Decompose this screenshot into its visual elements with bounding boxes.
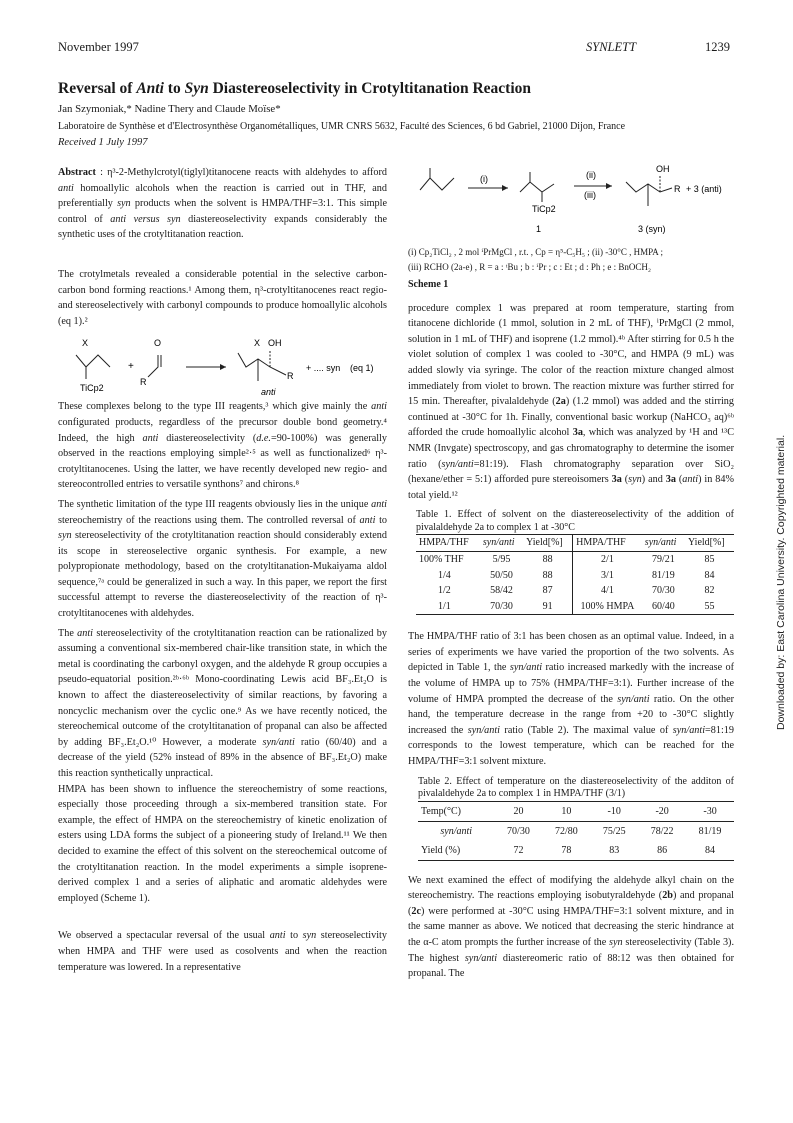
paragraph: These complexes belong to the type III reagents,³ which give mainly the anti configurated products, regardless of the precursor double bond geometry.⁴ Indeed, the high anti diastereoselectivity (d.e.=90-100%) was generally observed in the reactions employing simple²·⁵ as well as functionalized⁶ η³-crotyltitanocenes. Using the latter, we have recently developed new regio- and stereocontrolled entries to versatile synthons⁷ and chirons.⁸ (58, 401, 387, 491)
table-header-cell: syn/anti (644, 537, 677, 549)
table-cell: 1/4 (438, 569, 451, 581)
table-cell: 81/19 (652, 569, 675, 581)
svg-text:TiCp2: TiCp2 (532, 204, 556, 214)
table-row (416, 599, 734, 615)
paragraph: We next examined the effect of modifying the aldehyde alkyl chain on the stereochemistry. The reactions employing isobutyraldehyde (2b) and propanal (2c) were performed at -30°C using HMPA/THF=3:1 solvent mixture, and in the same manner as above. We noticed that decreasing the steric hindrance at the α-C atom prompts the further increase of the syn stereoselectivity (Table 3). The highest syn/anti diastereomeric ratio of 88:12 was then obtained for propanal. The (408, 874, 734, 980)
svg-text:OH: OH (656, 164, 670, 174)
table-cell: 5/95 (492, 553, 511, 565)
table-header-cell: Yield[%] (688, 537, 725, 549)
download-watermark-text: Downloaded by: East Carolina University. Copyrighted material. (775, 434, 787, 730)
scheme-label: Scheme 1 (408, 279, 449, 290)
svg-text:O: O (154, 338, 162, 349)
header-date: November 1997 (58, 40, 139, 54)
svg-text:(eq 1): (eq 1) (350, 363, 374, 374)
table-cell: 70/30 (507, 825, 530, 837)
table-cell: 3/1 (601, 569, 614, 581)
table-2 (418, 776, 734, 861)
svg-text:(iii): (iii) (584, 190, 596, 200)
table-cell: 78/22 (650, 825, 674, 837)
scheme-conditions-2: (iii) RCHO (2a-e) , R = a : ᵗBu ; b : ⁱPr ; c : Et ; d : Ph ; e : BnOCH₂ (408, 261, 651, 272)
table-cell: 2/1 (601, 553, 614, 565)
received-date: Received 1 July 1997 (58, 137, 148, 148)
table-cell: 88 (523, 551, 573, 567)
svg-text:+ .... syn: + .... syn (306, 363, 341, 374)
table-row (418, 821, 734, 841)
table-cell: 83 (609, 844, 620, 856)
header-journal: SYNLETT (586, 40, 637, 54)
table-header-cell: HMPA/THF (419, 537, 469, 549)
table-cell: 1/1 (438, 600, 451, 612)
table-row-label: syn/anti (440, 825, 473, 837)
right-column (408, 160, 734, 982)
abstract: Abstract : η³-2-Methylcrotyl(tiglyl)titanocene reacts with aldehydes to afford anti homoallylic alcohols when the reaction is carried out in THF, and preferentially syn products when the solvent is HMPA/THF=3:1. This simple control of anti versus syn diastereoselectivity expands considerably the synthetic uses of the crotyltitanation reaction. (58, 167, 387, 241)
download-watermark (775, 390, 791, 730)
table-1-caption: Table 1. Effect of solvent on the diastereoselectivity of the addition of pivalaldehyde 2a to complex 1 at -30°C (416, 509, 734, 533)
table-cell: 81/19 (698, 825, 722, 837)
table-cell: 100% THF (419, 553, 464, 565)
table-cell: -30 (703, 805, 717, 817)
scheme-conditions-1: (i) Cp₂TiCl₂ , 2 mol ⁱPrMgCl , r.t. , Cp = η⁵-C₅H₅ ; (ii) -30°C , HMPA ; (408, 247, 664, 257)
table-cell: 100% HMPA (580, 600, 635, 612)
table-cell: 85 (704, 553, 715, 565)
table-cell: 84 (705, 844, 716, 856)
table-1-grid (416, 534, 734, 615)
table-header-cell: syn/anti (482, 537, 515, 549)
svg-text:OH: OH (268, 338, 282, 349)
svg-text:1: 1 (536, 224, 542, 234)
svg-text:anti: anti (261, 387, 276, 398)
table-cell: 82 (704, 585, 715, 597)
paragraph: The synthetic limitation of the type III reagents obviously lies in the unique anti stereochemistry of the reactions using them. The controlled reversal of anti to syn stereoselectivity of the crotyltitanation reaction should considerably extend its scope in stereoselective organic synthesis. For example, a new polypropionate methodology, based on the crotyltitanation-Mukaiyama aldol sequence,⁷ᵃ could be generalized in such a way. In this paper, we report the first successful attempt to reverse the diastereoselectivity of the reaction of η³-crotyltitanocenes with aldehydes. (58, 498, 387, 620)
svg-text:3 (syn): 3 (syn) (638, 224, 666, 234)
table-cell: -20 (655, 805, 669, 817)
svg-text:X: X (82, 338, 89, 349)
table-2-caption: Table 2. Effect of temperature on the diastereoselectivity of the additon of pivalaldehyde 2a to complex 1 in HMPA/THF (3/1) (418, 775, 734, 800)
svg-text:+ 3 (anti): + 3 (anti) (686, 184, 722, 194)
paragraph: procedure complex 1 was prepared at room temperature, starting from titanocene dichloride (1 mmol, solution in 2 mL of THF), ⁱPrMgCl (2 mmol, solution in 1 mL of THF) and isoprene (1.2 mmol).⁴ᵇ After stirring for 0.5 h the violet solution of complex 1 was cooled to -30°C, and HMPA (9 mL) was added slowly via syringe. The color of the reaction mixture changed almost immediately from violet to brown. The reaction mixture was further stirred for 15 min. Thereafter, pivalaldehyde (2a) (1.2 mmol) was added and the stirring continued at -30°C for 1h. Finally, conventional basic workup (NaHCO₃ aq)⁶ᵇ afforded the crude homoallylic alcohol 3a, which was analyzed by ¹H and ¹³C NMR (Invgate) spectroscopy, and gas chromatography to determine the isomer ratio (syn/anti=81:19). Flash chromatography separation over SiO₂ (hexane/ether = 5:1) afforded pure stereoisomers 3a (syn) and 3a (anti) in 84% total yield.¹² (408, 302, 734, 501)
table-row-label: Yield (%) (421, 844, 461, 856)
table-cell: 78 (561, 844, 572, 856)
table-row (418, 841, 734, 861)
table-header-cell: Yield[%] (523, 535, 573, 552)
table-header-cell: HMPA/THF (576, 537, 626, 549)
table-cell: 86 (657, 844, 668, 856)
table-cell: 75/25 (602, 825, 626, 837)
paragraph: The HMPA/THF ratio of 3:1 has been chosen as an optimal value. Indeed, in a series of experiments we have varied the proportion of the two solvents. As depicted in Table 1, the syn/anti ratio increased markedly with the increase of the volume of HMPA up to 75% (HMPA/THF=3:1). Further increase of the volume of HMPA prompted the decrease of the syn/anti ratio. On the other hand, the temperature decrease in the range from +20 to -30°C slightly increased the syn/anti ratio (Table 2). The maximal value of syn/anti=81:19 corresponds to the lowest temperature, which can be reached for the HMPA/THF=3:1 solvent mixture. (408, 631, 735, 768)
table-cell: 72 (513, 844, 524, 856)
left-column (58, 165, 387, 975)
table-cell: 87 (523, 583, 573, 599)
equation-1 (58, 333, 387, 397)
table-cell: 91 (523, 599, 573, 615)
paragraph: The anti stereoselectivity of the crotyltitanation reaction can be rationalized by assuming a conventional six-membered chair-like transition state, in which the metal is coordinating the carbonyl oxygen, and the aldehyde R group occupies a pseudo-equatorial position.²ᵇ·⁶ᵇ Mono-coordinating Lewis acid BF₃.Et₂O is known to affect the diastereoselectivity of similar reactions, by favoring a noncyclic mechanism over the cyclic one.⁹ As we have recently noticed, the stereochemical outcome of the crotyltitanation of propanal can also be affected by adding BF₃.Et₂O.¹⁰ However, a moderate syn/anti ratio (60/40) and a decrease of the yield (52% instead of 89% in the absence of BF₃.Et₂O) make this reaction synthetically unpractical. (58, 627, 387, 779)
table-cell: 55 (704, 600, 715, 612)
scheme-1 (408, 160, 734, 240)
article-affiliation: Laboratoire de Synthèse et d'Electrosynthèse Organométalliques, UMR CNRS 5632, Faculté des Sciences, 6 bd Gabriel, 21000 Dijon, France (58, 121, 626, 132)
svg-text:R: R (674, 184, 681, 194)
svg-text:+: + (128, 361, 134, 373)
table-cell: 1/2 (438, 585, 451, 597)
table-2-grid (418, 801, 734, 861)
table-cell: 10 (561, 805, 572, 817)
table-cell: 88 (523, 568, 573, 584)
table-1 (416, 509, 734, 615)
table-cell: 50/50 (490, 569, 513, 581)
table-cell: 70/30 (652, 585, 675, 597)
table-row (416, 568, 734, 584)
table-cell: 72/80 (554, 825, 578, 837)
header-page-number: 1239 (705, 40, 730, 54)
svg-text:(i): (i) (480, 174, 488, 184)
table-cell: 60/40 (652, 600, 675, 612)
paragraph: HMPA has been shown to influence the stereochemistry of some reactions, especially those proceeding through a six-membered transition state. For example, the effect of HMPA on the stereochemistry of kinetic enolization of esters using LDA forms the subject of a pioneering study of Ireland.¹¹ We then decided to examine the effect of this solvent on the stereochemical outcome of the crotyltitanation reaction. In the model experiments a simple isoprene-derived complex 1 and a series of aliphatic and aromatic aldehydes were employed (Scheme 1). (58, 783, 387, 904)
table-cell: 79/21 (652, 553, 675, 565)
table-cell: 20 (513, 805, 524, 817)
table-row (416, 551, 734, 567)
article-title: Reversal of Anti to Syn Diastereoselectivity in Crotyltitanation Reaction (58, 80, 532, 97)
table-row-label: Temp(°C) (421, 805, 461, 817)
table-cell: 84 (704, 569, 715, 581)
paragraph: The crotylmetals revealed a considerable potential in the selective carbon-carbon bond forming reactions.¹ Among them, η³-crotyltitanocenes react regio- and stereoselectively with carbonyl compounds to produce homoallylic alcohols (eq 1).² (58, 268, 387, 327)
paragraph: We observed a spectacular reversal of the usual anti to syn stereoselectivity when HMPA and THF were used as cosolvents and when the reaction temperature was lowered. In a representative (58, 930, 387, 973)
table-cell: 70/30 (490, 600, 513, 612)
table-cell: -10 (607, 805, 621, 817)
table-cell: 58/42 (490, 585, 513, 597)
svg-text:R: R (287, 371, 294, 382)
table-cell: 4/1 (601, 585, 614, 597)
svg-text:(ii): (ii) (586, 170, 596, 180)
svg-text:R: R (140, 377, 147, 388)
table-row (418, 801, 734, 821)
svg-text:TiCp2: TiCp2 (80, 383, 104, 394)
article-authors: Jan Szymoniak,* Nadine Thery and Claude Moïse* (58, 103, 281, 115)
table-row (416, 583, 734, 599)
svg-text:X: X (254, 338, 261, 349)
